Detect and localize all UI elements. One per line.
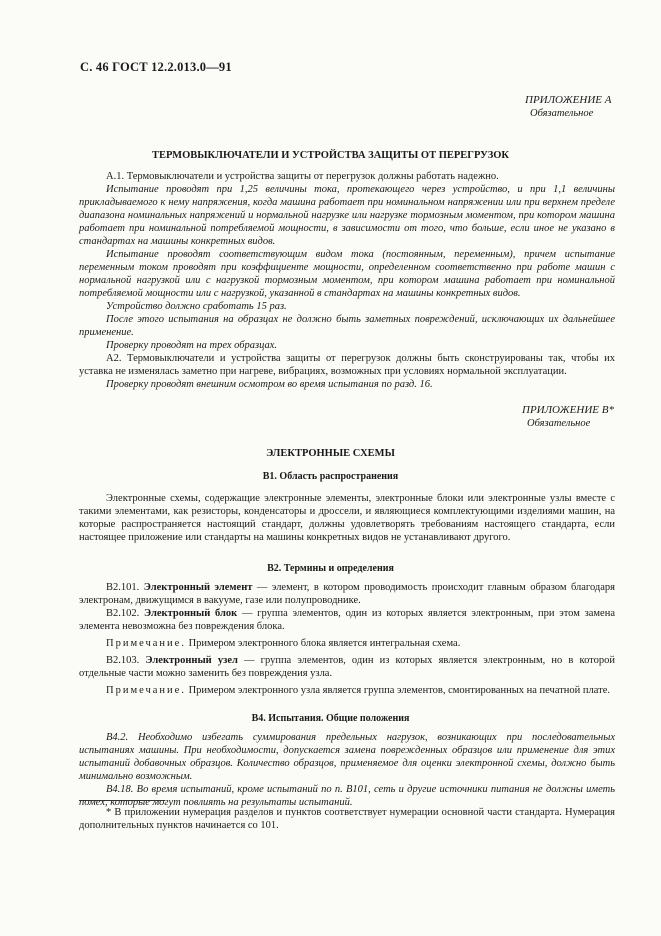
def-term: Электронный элемент — [143, 582, 253, 593]
footnote — [79, 806, 615, 832]
section-b2-body — [79, 581, 615, 697]
appendix-a-body — [79, 170, 615, 391]
section-b4-title: В4. Испытания. Общие положения — [251, 713, 410, 724]
def-term: Электронный узел — [145, 655, 238, 666]
section-b4-body — [79, 731, 615, 809]
note-text: Примером электронного блока является интегральная схема. — [185, 638, 461, 649]
appendix-a-status: Обязательное — [530, 108, 594, 119]
appendix-a-name: ПРИЛОЖЕНИЕ А — [525, 94, 612, 106]
note-label: Примечание. — [106, 638, 186, 649]
def-b2-102 — [79, 607, 615, 633]
section-b1-body — [79, 492, 615, 544]
def-term: Электронный блок — [144, 608, 238, 619]
para-b4-18: В4.18. Во время испытаний, кроме испытаний по п. В101, сеть и другие источники питания не должны иметь помех, которые могут повлиять на результаты испытаний. — [79, 784, 615, 808]
def-b2-103 — [79, 654, 615, 680]
para-a1: А.1. Термовыключатели и устройства защиты от перегрузок должны работать надежно. — [106, 171, 499, 182]
para-a1-count: Устройство должно сработать 15 раз. — [106, 301, 287, 312]
footnote-separator — [79, 800, 165, 801]
section-b1-text: Электронные схемы, содержащие электронные элементы, электронные блоки или электронные узлы вместе с такими элементами, как резисторы, конденсаторы и дроссели, и являющиеся комплектующими изделиями машин, на которые распространяется настоящий стандарт, должны удовлетворять требованиям настоящего стандарта, если настоящее приложение или стандарты на машины конкретных видов не устанавливают другого. — [79, 493, 615, 543]
page-header: С. 46 ГОСТ 12.2.013.0—91 — [80, 60, 232, 74]
para-a2-check: Проверку проводят внешним осмотром во время испытания по разд. 16. — [106, 379, 433, 390]
appendix-b-status: Обязательное — [527, 418, 591, 429]
para-a1-check: Проверку проводят на трех образцах. — [106, 340, 278, 351]
section-b2-title: В2. Термины и определения — [267, 563, 394, 574]
def-number: В2.101. — [106, 582, 140, 593]
def-number: В2.102. — [106, 608, 140, 619]
appendix-a-title: ТЕРМОВЫКЛЮЧАТЕЛИ И УСТРОЙСТВА ЗАЩИТЫ ОТ ПЕРЕГРУЗОК — [151, 150, 510, 161]
para-a1-test: Испытание проводят при 1,25 величины тока, протекающего через устройство, и при 1,1 величины прикладываемого к нему напряжения, когда машина работает при номинальном напряжении или при верхнем пределе диапазона номинальных напряжений и нормальной нагрузке или нагрузке тормозным моментом, при котором машина работает при номинальной потребляемой мощности, в зависимости от того, что больше, если иное не указано в стандартах на машины конкретных видов. — [79, 184, 615, 247]
def-text: — группа элементов, один из которых является электронным, при этом замена элемента невозможна без повреждения блока. — [79, 608, 615, 632]
note-label: Примечание. — [106, 685, 186, 696]
appendix-b-label — [522, 404, 614, 430]
footnote-text: * В приложении нумерация разделов и пунктов соответствует нумерации основной части стандарта. Нумерация дополнительных пунктов начинается со 101. — [79, 807, 615, 831]
def-text: — группа элементов, один из которых является электронным, но в которой отдельные части можно заменить без повреждения узла. — [79, 655, 615, 679]
para-a1-after: После этого испытания на образцах не должно быть заметных повреждений, исключающих их дальнейшее применение. — [79, 314, 615, 338]
para-a1-current: Испытание проводят соответствующим видом тока (постоянным, переменным), причем испытание переменным током проводят при коэффициенте мощности, определенном соответственно при работе машин с нормальной нагрузкой или с нагрузкой тормозным моментом, при котором машина работает при номинальной потребляемой мощности или с нагрузкой, указанной в стандартах на машины конкретных видов. — [79, 249, 615, 299]
def-b2-101 — [79, 581, 615, 607]
note-1 — [79, 637, 615, 650]
def-number: В2.103. — [106, 655, 140, 666]
appendix-b-name: ПРИЛОЖЕНИЕ В* — [522, 404, 614, 416]
note-2 — [79, 684, 615, 697]
def-text: — элемент, в котором проводимость происходит главным образом благодаря электронам, движущимся в вакууме, газе или полупроводнике. — [79, 582, 615, 606]
appendix-b-title: ЭЛЕКТРОННЫЕ СХЕМЫ — [266, 448, 395, 459]
para-b4-2: В4.2. Необходимо избегать суммирования предельных нагрузок, возникающих при последовательных испытаниях машины. При необходимости, допускается замена поврежденных образцов или применение для этих испытаний добавочных образцов. Количество образцов, применяемое для оценки электронной схемы, должно быть минимально возможным. — [79, 732, 615, 782]
section-b1-title: В1. Область распространения — [262, 471, 399, 482]
note-text: Примером электронного узла является группа элементов, смонтированных на печатной плате. — [185, 685, 611, 696]
appendix-a-label — [525, 94, 611, 120]
para-a2: А2. Термовыключатели и устройства защиты от перегрузок должны быть сконструированы так, чтобы их уставка не изменялась заметно при нагреве, вибрациях, возможных при условиях нормальной эксплуатации. — [79, 353, 615, 377]
